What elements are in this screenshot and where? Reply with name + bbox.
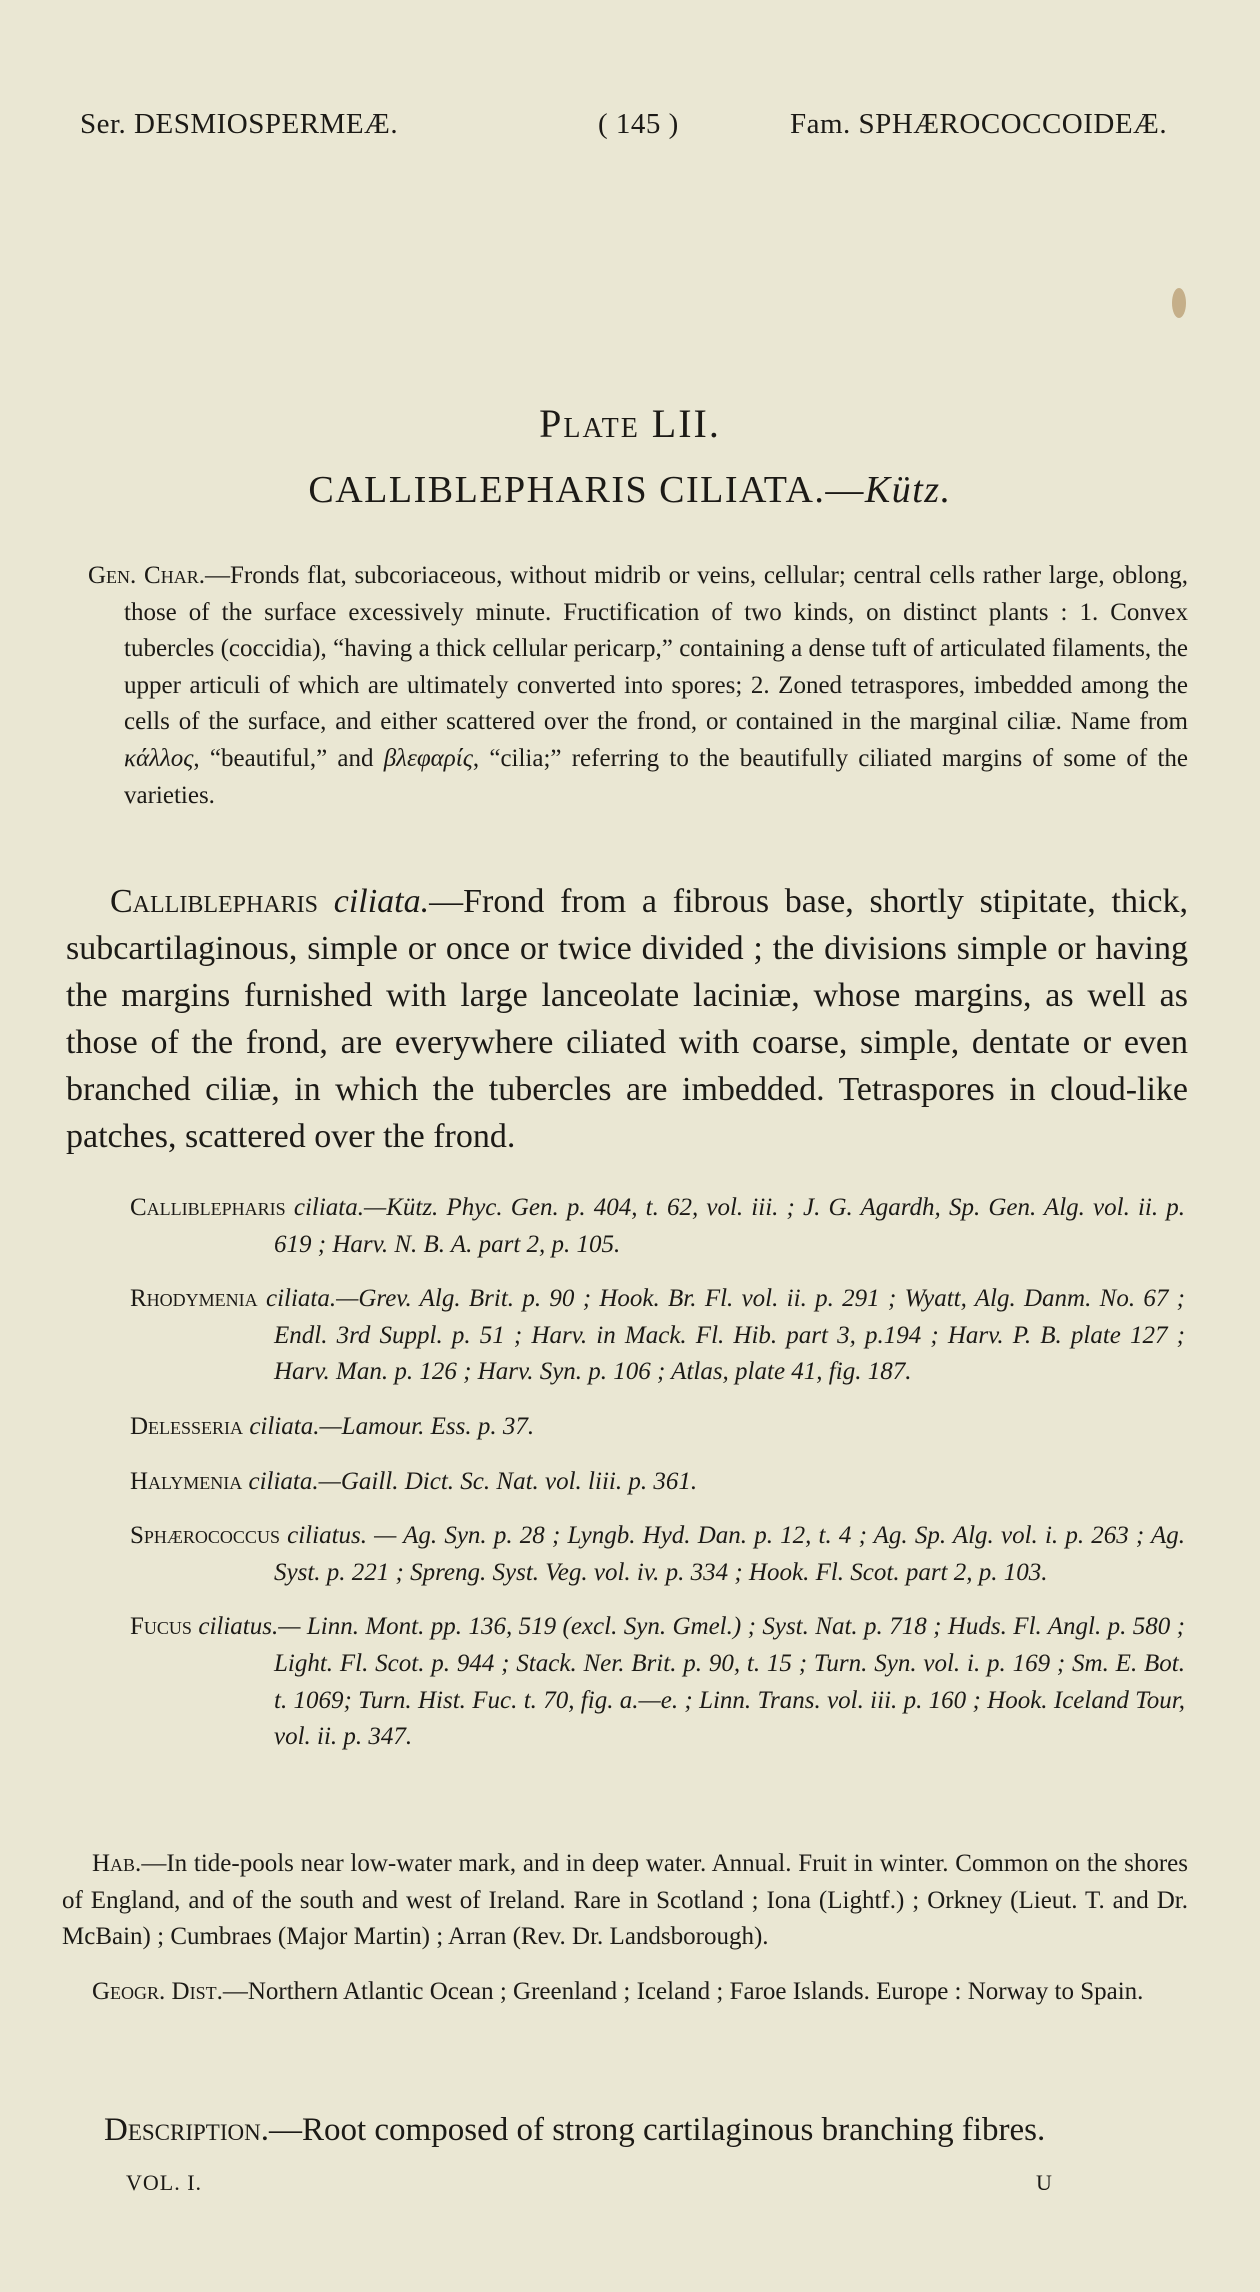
synonym-citation: ciliata.—Lamour. Ess. p. 37. [249, 1412, 535, 1440]
synonym-entry [130, 1281, 1185, 1391]
synonym-genus: Fucus [130, 1613, 192, 1641]
synonym-genus: Delesseria [130, 1412, 244, 1440]
synonym-citation: ciliata.—Gaill. Dict. Sc. Nat. vol. liii. p. 361. [248, 1467, 698, 1495]
species-name: CALLIBLEPHARIS CILIATA.— [308, 469, 865, 511]
running-header-series: Ser. DESMIOSPERMEÆ. [80, 108, 399, 140]
species-author: Kütz. [864, 469, 952, 511]
gen-char-text-1: —Fronds flat, subcoriaceous, without midrib or veins, cellular; central cells rather large, oblong, those of the surface excessively minute. Fructification of two kinds, on distinct plants : 1. Convex tubercles (coccidia), “having a thick cellular pericarp,” containing a dense tuft of articulated filaments, the upper articuli of which are ultimately converted into spores; 2. Zoned tetraspores, imbedded among the cells of the surface, and either scattered over the frond, or contained in the marginal ciliæ. Name from [124, 562, 1188, 736]
description-label: Description. [104, 2112, 269, 2148]
synonym-genus: Calliblepharis [130, 1194, 286, 1221]
species-heading [0, 468, 1260, 512]
synonym-citation: ciliata.—Grev. Alg. Brit. p. 90 ; Hook. Br. Fl. vol. ii. p. 291 ; Wyatt, Alg. Danm. No. 67 ; Endl. 3rd Suppl. p. 51 ; Harv. in Mack. Fl. Hib. part 3, p.194 ; Harv. P. B. plate 127 ; Harv. Man. p. 126 ; Harv. Syn. p. 106 ; Atlas, plate 41, fig. 187. [265, 1285, 1186, 1386]
synonym-genus: Sphærococcus [130, 1522, 280, 1550]
plate-title: Plate LII. [539, 401, 721, 446]
synonymy-list [130, 1190, 1185, 1774]
synonym-citation: ciliatus. — Ag. Syn. p. 28 ; Lyngb. Hyd. Dan. p. 12, t. 4 ; Ag. Sp. Alg. vol. i. p. 263 ; Ag. Syst. p. 221 ; Spreng. Syst. Veg. vol. iv. p. 334 ; Hook. Fl. Scot. part 2, p. 103. [274, 1522, 1186, 1586]
running-header-family: Fam. SPHÆROCOCCOIDEÆ. [790, 108, 1168, 140]
habitat-label: Hab. [92, 1850, 142, 1877]
gathering-signature: U [1036, 2170, 1052, 2195]
desc-text: —Frond from a fibrous base, shortly stipitate, thick, subcartilaginous, simple or once or twice divided ; the divisions simple or having the margins furnished with large lanceolate laciniæ, whose margins, as well as those of the frond, are everywhere ciliated with coarse, simple, dentate or even branched ciliæ, in which the tubercles are imbedded. Tetraspores in cloud-like patches, scattered over the frond. [66, 883, 1188, 1155]
desc-genus: Calliblepharis [110, 883, 319, 920]
species-description [66, 878, 1188, 1160]
gen-char-text-2: , “beautiful,” and [193, 744, 384, 772]
paper-stain [1172, 288, 1186, 318]
synonym-entry [130, 1190, 1185, 1263]
description-text: —Root composed of strong cartilaginous branching fibres. [268, 2112, 1046, 2148]
genus-characters [88, 558, 1188, 814]
synonym-entry [130, 1464, 1185, 1501]
root-description [104, 2112, 1194, 2149]
gen-char-label: Gen. Char. [88, 562, 205, 589]
page-number: ( 145 ) [598, 108, 679, 140]
distribution-text: —Northern Atlantic Ocean ; Greenland ; Iceland ; Faroe Islands. Europe : Norway to Spain. [222, 1977, 1144, 2005]
synonym-citation: ciliatus.— Linn. Mont. pp. 136, 519 (excl. Syn. Gmel.) ; Syst. Nat. p. 718 ; Huds. Fl. Angl. p. 580 ; Light. Fl. Scot. p. 944 ; Stack. Ner. Brit. p. 90, t. 15 ; Turn. Syn. vol. i. p. 169 ; Sm. E. Bot. t. 1069; Turn. Hist. Fuc. t. 70, fig. a.—e. ; Linn. Trans. vol. iii. p. 160 ; Hook. Iceland Tour, vol. ii. p. 347. [198, 1613, 1185, 1751]
greek-word-kallos: κάλλος [124, 744, 194, 772]
distribution-label: Geogr. Dist. [92, 1977, 223, 2005]
synonym-genus: Rhodymenia [130, 1285, 258, 1313]
gen-char-text-3: , “cilia;” referring to the beautifully ciliated margins of some of the varieties. [124, 744, 1188, 809]
synonym-citation: ciliata.—Kütz. Phyc. Gen. p. 404, t. 62, vol. iii. ; J. G. Agardh, Sp. Gen. Alg. vol. ii. p. 619 ; Harv. N. B. A. part 2, p. 105. [274, 1194, 1186, 1258]
desc-species: ciliata. [333, 883, 430, 920]
volume-signature: VOL. I. [126, 2170, 203, 2195]
greek-word-blepharis: βλεφαρίς [383, 744, 473, 772]
synonym-genus: Halymenia [130, 1467, 243, 1495]
synonym-entry [130, 1609, 1185, 1755]
habitat-text: —In tide-pools near low-water mark, and in deep water. Annual. Fruit in winter. Common on the shores of England, and of the south and west of Ireland. Rare in Scotland ; Iona (Lightf.) ; Orkney (Lieut. T. and Dr. McBain) ; Cumbraes (Major Martin) ; Arran (Rev. Dr. Landsborough). [62, 1850, 1188, 1951]
synonym-entry [130, 1409, 1185, 1446]
habitat-section [62, 1846, 1188, 2028]
synonym-entry [130, 1518, 1185, 1591]
